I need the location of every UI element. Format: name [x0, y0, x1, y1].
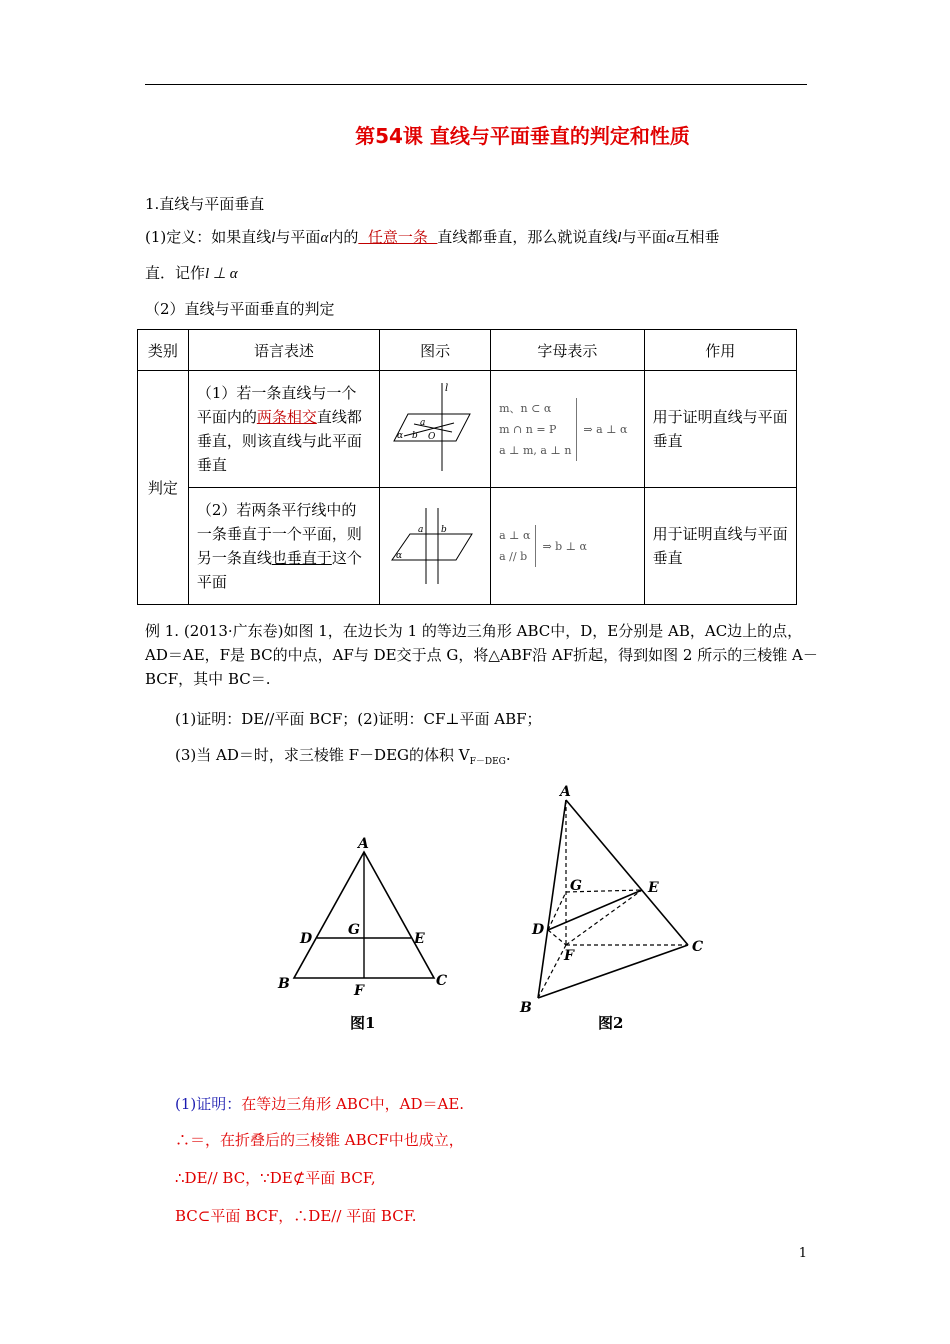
- symbol-line: m、n ⊂ α: [499, 401, 552, 415]
- plane-symbol: α: [320, 230, 329, 246]
- section-heading-2: （2）直线与平面垂直的判定: [145, 300, 335, 318]
- use-cell: [644, 371, 796, 488]
- statement-text: 直线都垂直，则该直线与此平面垂直: [196, 408, 362, 474]
- symbol-conditions: [499, 398, 577, 461]
- category-cell: 判定: [138, 371, 189, 605]
- symbol-line: a ⊥ m, a ⊥ n: [499, 443, 572, 457]
- statement-cell: [188, 488, 379, 605]
- label-a: A: [560, 784, 571, 800]
- label-f: F: [354, 983, 364, 999]
- example-line-3: BCF，其中 BC＝.: [145, 670, 271, 688]
- def-blank-answer: 任意一条: [358, 228, 438, 246]
- top-rule: [145, 84, 807, 85]
- label-a: a: [418, 525, 424, 535]
- volume-subscript: F－DEG: [469, 757, 506, 767]
- label-c: C: [436, 973, 448, 989]
- definition-line-1: [145, 226, 720, 247]
- figure-2-pyramid: [510, 780, 720, 1040]
- label-d: D: [532, 922, 545, 938]
- diagram-cell: [380, 371, 491, 488]
- label-a: A: [358, 836, 369, 852]
- label-alpha: α: [396, 551, 403, 561]
- label-b: b: [412, 431, 418, 441]
- def-text: (1)定义：如果直线: [145, 228, 272, 246]
- table-row: [138, 488, 797, 605]
- use-cell: [644, 488, 796, 605]
- symbol-cell: [491, 488, 644, 605]
- example-question-3: [175, 744, 511, 767]
- solution-label: (1)证明：: [175, 1095, 242, 1113]
- use-text: 用于证明直线与平面垂直: [652, 408, 788, 450]
- figure-1-caption: 图1: [350, 1014, 376, 1032]
- label-a: a: [420, 418, 426, 428]
- criteria-table: [137, 329, 797, 605]
- edge-ac: [566, 800, 688, 945]
- label-b: b: [441, 525, 447, 535]
- label-e: E: [648, 880, 659, 896]
- plane-symbol: α: [666, 230, 675, 246]
- label-o: O: [428, 432, 436, 442]
- statement-text: （2）若两条平行线中的一条垂直于一个平面，则另一条直线: [196, 501, 362, 567]
- statement-text: （1）若一条直线与一个平面内的: [196, 384, 357, 426]
- symbol-line: a ⊥ α: [499, 529, 531, 542]
- def-text: 与平面: [275, 228, 321, 246]
- label-e: E: [414, 931, 425, 947]
- table-header: 图示: [380, 330, 491, 371]
- def-text: 内的: [328, 228, 359, 246]
- statement-text: 这个平面: [196, 549, 362, 591]
- parallel-lines-perp-diagram: [380, 488, 490, 600]
- figure-2-caption: 图2: [598, 1014, 624, 1032]
- figure-1-triangle: [270, 830, 460, 1040]
- def-text: 互相垂: [674, 228, 720, 246]
- diagram-cell: [380, 488, 491, 605]
- table-header: 类别: [138, 330, 189, 371]
- page-number: 1: [798, 1246, 807, 1261]
- table-header: 字母表示: [491, 330, 644, 371]
- label-g: G: [570, 878, 582, 894]
- table-header-row: [138, 330, 797, 371]
- symbol-line: a // b: [499, 550, 528, 563]
- solution-text: 在等边三角形 ABC中，AD＝AE.: [241, 1095, 465, 1113]
- page-title: 第54课 直线与平面垂直的判定和性质: [355, 124, 690, 148]
- table-row: [138, 371, 797, 488]
- label-f: F: [564, 948, 574, 964]
- line-symbol: l: [271, 230, 276, 246]
- solution-line-1: [175, 1093, 464, 1114]
- use-text: 用于证明直线与平面垂直: [652, 525, 788, 567]
- statement-keyword: 两条相交: [256, 408, 317, 426]
- symbol-result: ⇒ b ⊥ α: [542, 539, 587, 553]
- example-line-2: AD＝AE，F是 BC的中点，AF与 DE交于点 G，将△ABF沿 AF折起，得到如图 2 所示的三棱锥 A－: [145, 646, 818, 664]
- def-text: 直．记作: [145, 264, 206, 282]
- example-question-1-2: (1)证明：DE//平面 BCF；(2)证明：CF⊥平面 ABF；: [175, 710, 542, 728]
- label-b: B: [520, 1000, 532, 1016]
- question-text: (3)当 AD＝时，求三棱锥 F－DEG的体积 V: [175, 746, 470, 764]
- label-alpha: α: [397, 431, 404, 441]
- solution-line-3: ∴DE// BC，∵DE⊄平面 BCF,: [175, 1169, 376, 1187]
- symbol-line: m ∩ n = P: [499, 422, 557, 436]
- table-header: 语言表述: [188, 330, 379, 371]
- label-l: l: [445, 383, 449, 394]
- line-symbol: l: [617, 230, 622, 246]
- statement-keyword: 也垂直于: [271, 549, 332, 567]
- statement-cell: [188, 371, 379, 488]
- label-c: C: [692, 939, 704, 955]
- line-perp-two-lines-diagram: [380, 371, 490, 483]
- symbol-conditions: [499, 525, 536, 567]
- label-d: D: [300, 931, 313, 947]
- table-header: 作用: [644, 330, 796, 371]
- def-text: 与平面: [621, 228, 667, 246]
- plane-alpha-shape: [392, 534, 472, 560]
- section-heading-1: 1.直线与平面垂直: [145, 195, 265, 213]
- symbol-result: ⇒ a ⊥ α: [583, 422, 628, 436]
- solution-line-2: ∴＝，在折叠后的三棱锥 ABCF中也成立，: [175, 1131, 464, 1149]
- solution-line-4: BC⊂平面 BCF，∴DE// 平面 BCF.: [175, 1207, 417, 1225]
- segment-df: [548, 930, 566, 945]
- question-text: .: [505, 746, 511, 764]
- label-b: B: [278, 976, 290, 992]
- symbol-cell: [491, 371, 644, 488]
- def-text: 直线都垂直，那么就说直线: [437, 228, 618, 246]
- edge-bc: [538, 945, 688, 998]
- edge-ab: [538, 800, 566, 998]
- definition-line-2: [145, 262, 238, 283]
- perp-notation: l ⊥ α: [205, 266, 238, 282]
- label-g: G: [348, 922, 360, 938]
- example-line-1: 例 1. (2013·广东卷)如图 1，在边长为 1 的等边三角形 ABC中，D，E分别是 AB，AC边上的点，: [145, 622, 803, 640]
